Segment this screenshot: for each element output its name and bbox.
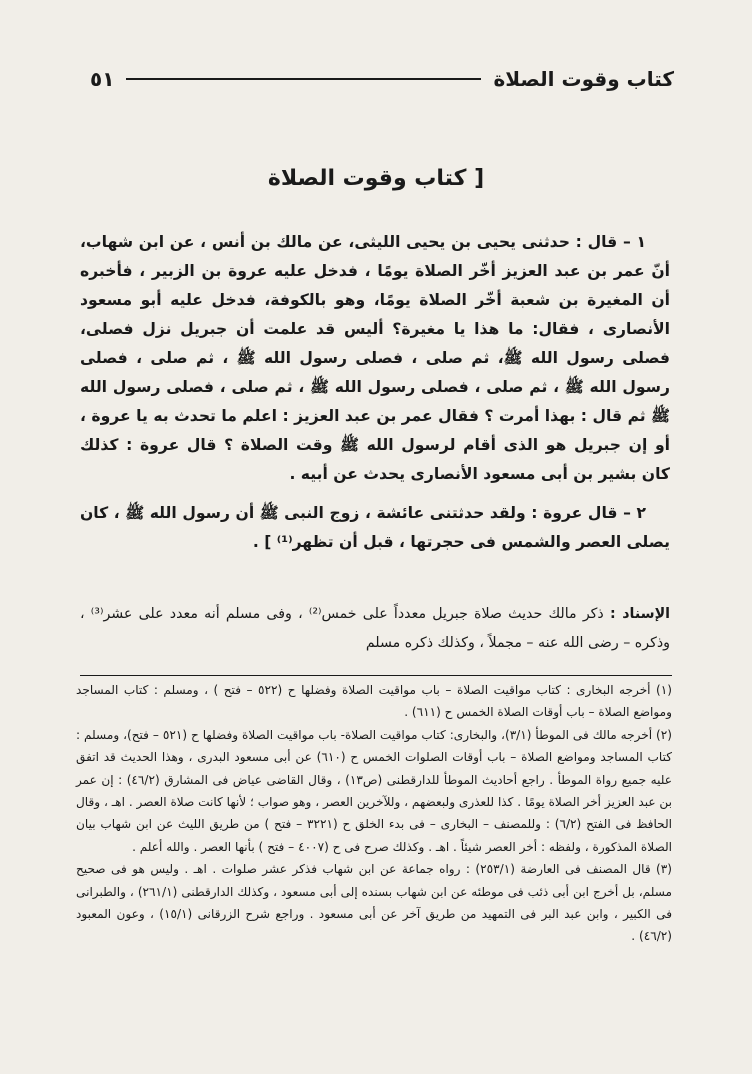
isnad-lead: الإسناد : <box>609 606 671 622</box>
chapter-title: [ كتاب وقوت الصلاة <box>267 166 485 191</box>
page-number: ٥١ <box>90 67 115 91</box>
footnote-2: (٢) أخرجه مالك فى الموطأ (٣/١)، والبخارى: كتاب مواقيت الصلاة- باب مواقيت الصلاة وفضلها ح (٥٢١ – فتح)، ومسلم : كتاب المساجد ومواضع الصلاة – باب أوقات الصلوات الخمس ح (٦١٠) عن أبى مسعود البدرى ، وهذا الحديث قد اتفق عليه جميع رواة الموطأ . راجع أحاديث الموطأ للدارقطنى (ص١٣) ، وقال القاضى عياض فى المشارق (٤٦/٢) : إن عمر بن عبد العزيز أخر الصلاة يومًا . كذا للعذرى ولبعضهم ، وللآخرين العصر ، وهو صواب ؛ لأنها كانت صلاة العصر . اهـ ، وقال الحافظ فى الفتح (٦/٢) : وللمصنف – البخارى – فى بدء الخلق ح (٣٢٢١ – فتح ) من طريق الليث عن ابن شهاب بيان الصلاة المذكورة ، ولفظه : أخر العصر شيئاً . اهـ . وكذلك صرح فى ح (٤٠٠٧ – فتح ) بأنها العصر . والله أعلم . <box>76 727 672 854</box>
hadith-paragraph-1: ١ – قال : حدثنى يحيى بن يحيى الليثى، عن مالك بن أنس ، عن ابن شهاب، أنّ عمر بن عبد العزيز أخّر الصلاة يومًا ، فدخل عليه عروة بن الزبير ، فأخبره أن المغيرة بن شعبة أخّر الصلاة يومًا، وهو بالكوفة، فدخل عليه أبو مسعود الأنصارى ، فقال: ما هذا يا مغيرة؟ أليس قد علمت أن جبريل نزل فصلى، فصلى رسول الله ﷺ، ثم صلى ، فصلى رسول الله ﷺ ، ثم صلى ، فصلى رسول الله ﷺ ، ثم صلى ، فصلى رسول الله ﷺ ، ثم صلى ، فصلى رسول الله ﷺ ثم قال : بهذا أمرت ؟ فقال عمر بن عبد العزيز : اعلم ما تحدث به يا عروة ، أو إن جبريل هو الذى أقام لرسول الله ﷺ وقت الصلاة ؟ قال عروة : كذلك كان بشير بن أبى مسعود الأنصارى يحدث عن أبيه . <box>80 233 670 483</box>
footnotes <box>76 679 672 948</box>
footnote-1: (١) أخرجه البخارى : كتاب مواقيت الصلاة – باب مواقيت الصلاة وفضلها ح (٥٢٢ – فتح ) ، ومسلم : كتاب المساجد ومواضع الصلاة – باب أوقات الصلاة الخمس ح (٦١١) . <box>76 683 672 720</box>
running-title: كتاب وقوت الصلاة <box>493 67 674 91</box>
footnote-3: (٣) قال المصنف فى العارضة (٢٥٣/١) : رواه جماعة عن ابن شهاب فذكر عشر صلوات . اهـ . وليس هو فى صحيح مسلم، بل أخرج ابن أبى ذئب فى موطئه عن ابن شهاب بسنده إلى أبى مسعود ، وكذلك الدارقطنى (٢٦١/١) ، والطبرانى فى الكبير ، وابن عبد البر فى التمهيد من طريق آخر عن أبى مسعود . وراجع شرح الزرقانى (١٥/١) ، وعون المعبود (٤٦/٢) . <box>76 862 672 944</box>
hadith-text <box>80 228 670 567</box>
isnad-text: ذكر مالك حديث صلاة جبريل معدداً على خمس⁽²⁾ ، وفى مسلم أنه معدد على عشر⁽³⁾ ، وذكره – رضى الله عنه – مجملاً ، وكذلك ذكره مسلم <box>80 606 670 651</box>
footnote-divider <box>80 675 672 676</box>
page-header <box>90 64 674 94</box>
isnad-paragraph <box>80 600 670 658</box>
header-rule <box>126 78 481 80</box>
hadith-paragraph-2: ٢ – قال عروة : ولقد حدثتنى عائشة ، زوج النبى ﷺ أن رسول الله ﷺ ، كان يصلى العصر والشمس فى حجرتها ، قبل أن تظهر⁽¹⁾ ] . <box>80 504 670 551</box>
